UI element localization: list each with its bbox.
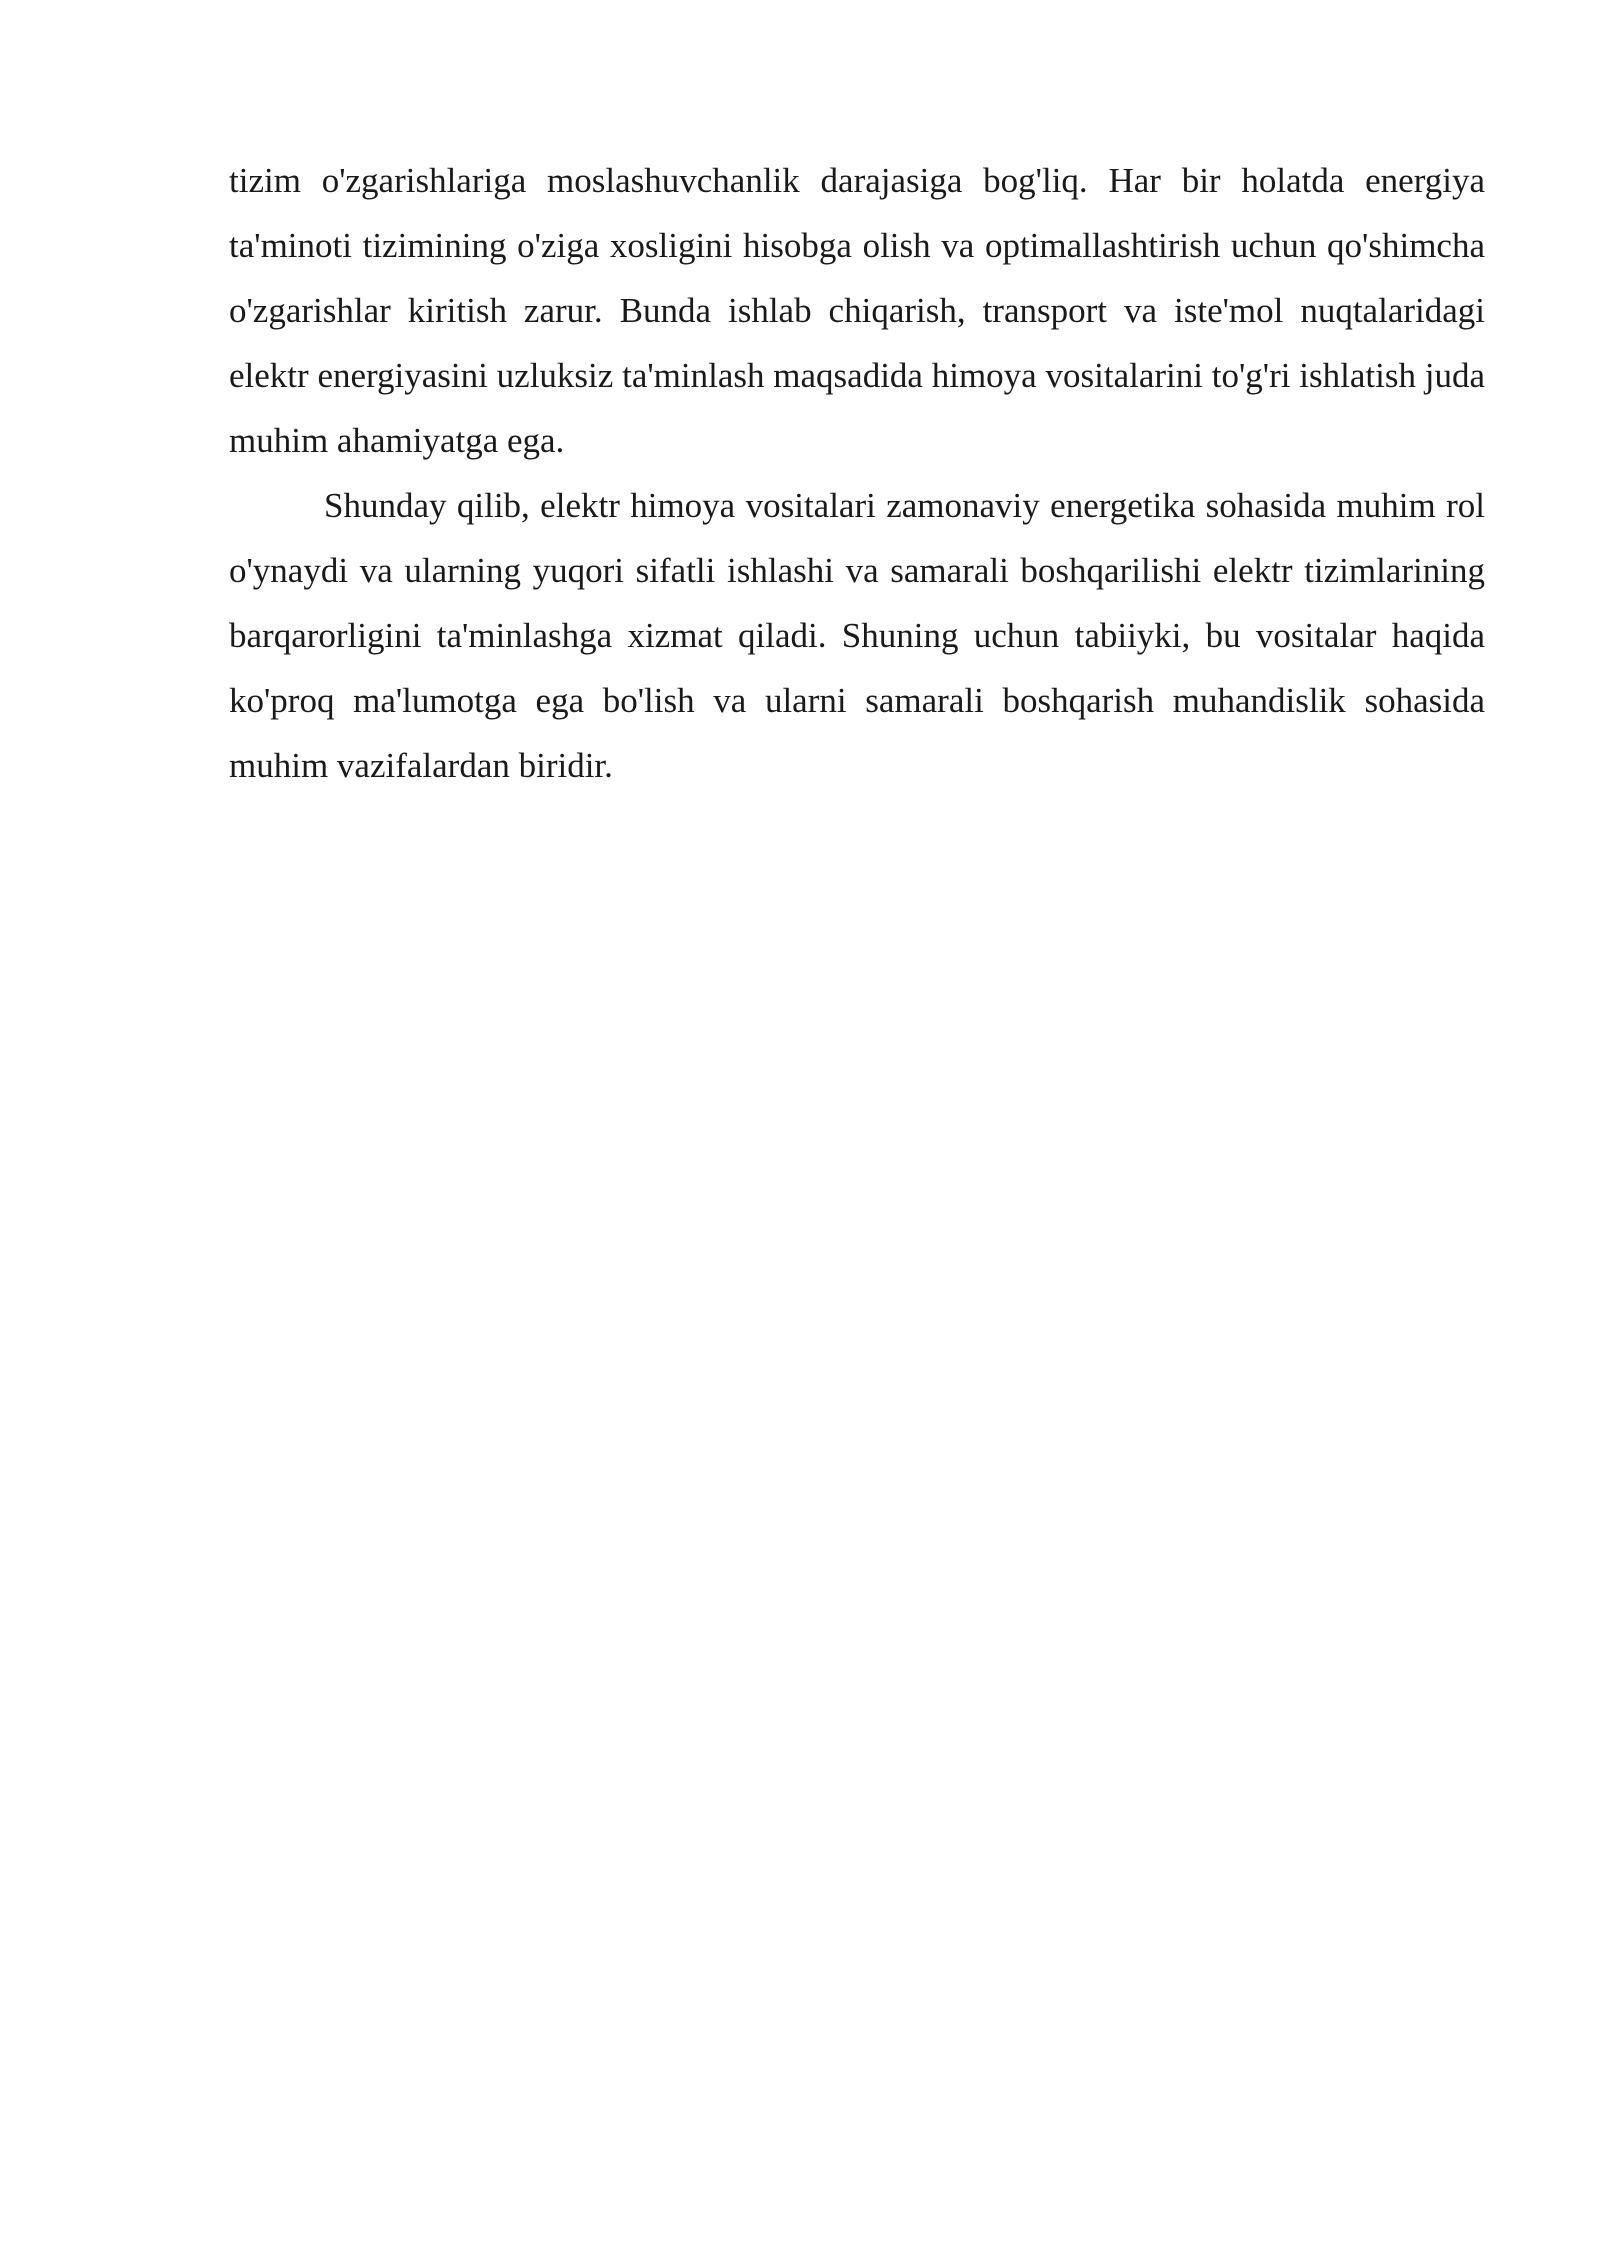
paragraph-conclusion: Shunday qilib, elektr himoya vositalari zamonaviy energetika sohasida muhim rol o'ynaydi va ularning yuqori sifatli ishlashi va samarali boshqarilishi elektr tizimlarining barqarorligini ta'minlashga xizmat qiladi. Shuning uchun tabiiyki, bu vositalar haqida ko'proq ma'lumotga ega bo'lish va ularni samarali boshqarish muhandislik sohasida muhim vazifalardan biridir. xyxy=(229,486,1485,785)
paragraph-continuation: tizim o'zgarishlariga moslashuvchanlik darajasiga bog'liq. Har bir holatda energiya ta'minoti tizimining o'ziga xosligini hisobga olish va optimallashtirish uchun qo'shimcha o'zgarishlar kiritish zarur. Bunda ishlab chiqarish, transport va iste'mol nuqtalaridagi elektr energiyasini uzluksiz ta'minlash maqsadida himoya vositalarini to'g'ri ishlatish juda muhim ahamiyatga ega. xyxy=(229,161,1485,460)
body-text xyxy=(229,148,1485,798)
